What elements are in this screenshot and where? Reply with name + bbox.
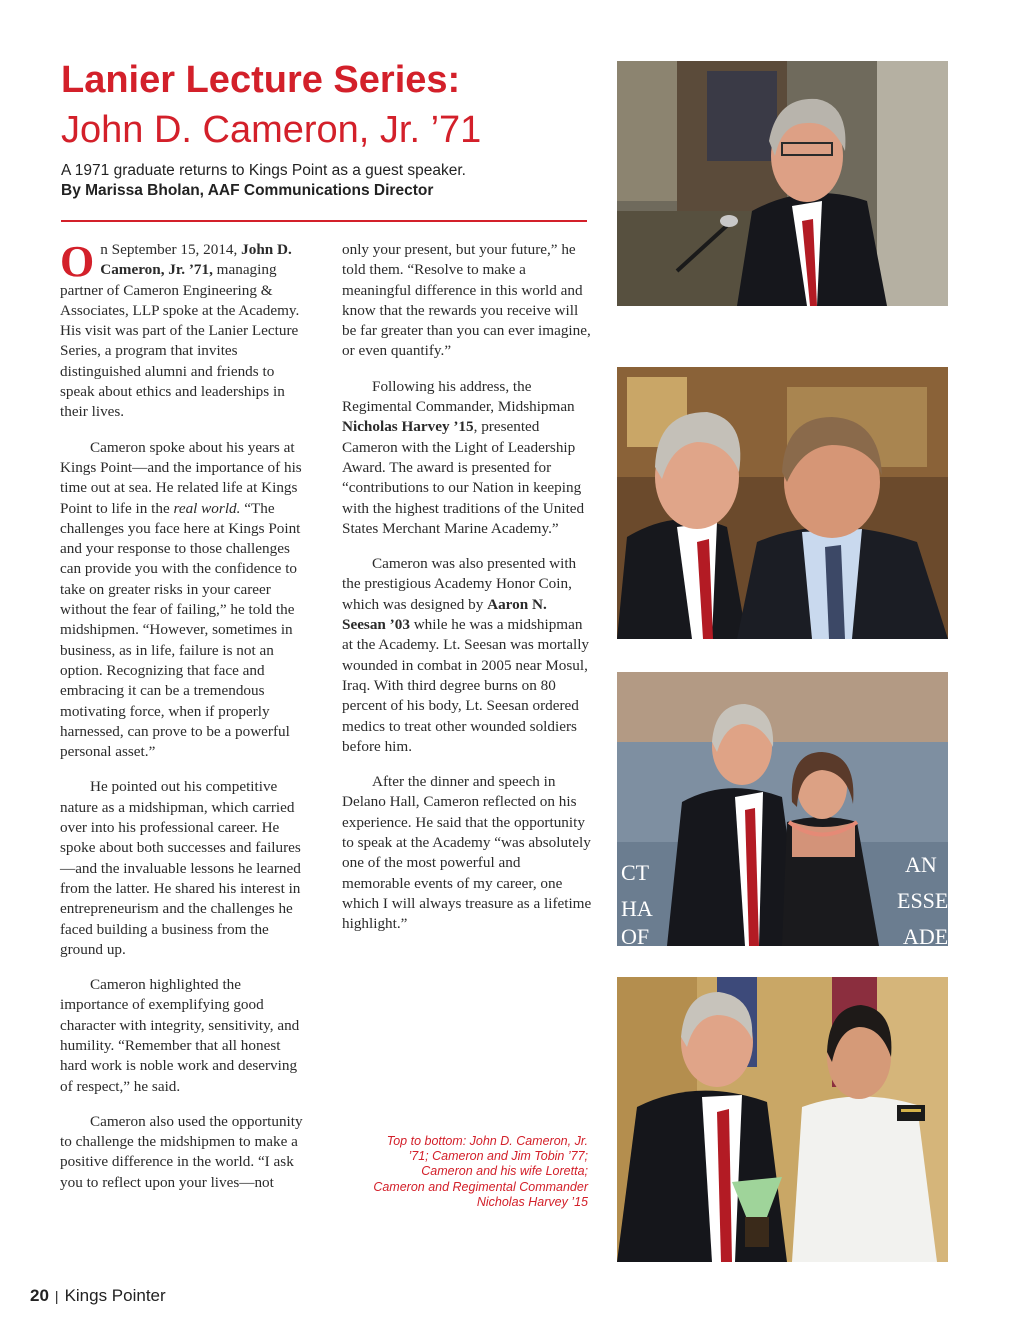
mural-text-left-2: HA [621, 896, 653, 921]
title-divider [61, 220, 587, 222]
paragraph-6: only your present, but your future,” he told them. “Resolve to make a meaningful difference in this world and know that the rewards you receive will be far greater than you can ever imagine, or even quantify.” [342, 241, 591, 360]
paragraph-9: After the dinner and speech in Delano Hall, Cameron reflected on his experience. He said that the opportunity to speak at the Academy “was absolutely one of the most powerful and memorable events of my career, one which I will always treasure as a lifetime highlight.” [342, 773, 592, 933]
drop-cap: O [60, 237, 95, 286]
paragraph-7-name: Nicholas Harvey ’15 [342, 418, 474, 436]
paragraph-1-lead: n September 15, 2014, [100, 241, 242, 258]
photo-speaker-at-podium [617, 61, 948, 306]
paragraph-2-a: Cameron spoke about his years at Kings Point—and the importance of his time out at sea. He related life at Kings Point to life in the [60, 438, 302, 517]
paragraph-8-b: while he was a midshipman at the Academy. Lt. Seesan was mortally wounded in combat in 2005 near Mosul, Iraq. With third degree burns on 80 percent of his body, Lt. Seesan ordered medics to treat other wounded soldiers before him. [342, 616, 590, 755]
article-title-line-2: John D. Cameron, Jr. ’71 [61, 109, 482, 151]
paragraph-7-b: , presented Cameron with the Light of Leadership Award. The award is presented for “contributions to our Nation in keeping with the highest traditions of the United States Merchant Marine Academy.” [342, 418, 585, 537]
article-column-2 [342, 240, 592, 950]
paragraph-7 [342, 377, 592, 539]
article-column-1 [60, 237, 310, 1208]
paragraph-4: Cameron highlighted the importance of exemplifying good character with integrity, sensitivity, and humility. “Remember that all honest hard work is noble work and deserving of respect,” he said. [60, 976, 300, 1095]
paragraph-1-rest: managing partner of Cameron Engineering & Associates, LLP spoke at the Academy. His visit was part of the Lanier Lecture Series, a program that invites distinguished alumni and friends to speak about ethics and leaderships in their lives. [60, 261, 300, 421]
paragraph-2-emphasis: real world. [173, 499, 241, 517]
mural-text-left-1: CT [621, 860, 650, 885]
article-title-line-1: Lanier Lecture Series: [61, 59, 461, 101]
paragraph-1 [60, 237, 310, 423]
paragraph-2-b: “The challenges you face here at Kings Point and your response to those challenges can provide you with the confidence to take on greater risks in your career without the fear of failing,” he told the midshipmen. “However, sometimes in business, as in life, failure is not an option. Recognizing that face and embracing it can be a tremendous motivating force, when if properly harnessed, can prove to be a powerful personal asset.” [60, 499, 301, 761]
mural-text-right-1: AN [905, 852, 937, 877]
paragraph-8-a: Cameron was also presented with the prestigious Academy Honor Coin, which was designed by [342, 555, 577, 613]
page-number: 20 [30, 1286, 49, 1305]
mural-text-right-3: ADE [903, 924, 948, 946]
honoree-name: John D. Cameron, Jr. ’71, [100, 241, 292, 279]
photo-caption: Top to bottom: John D. Cameron, Jr. ’71; Cameron and Jim Tobin ’77; Cameron and his wife Loretta; Cameron and Regimental Commander Nicholas Harvey ’15 [373, 1134, 588, 1209]
paragraph-7-a: Following his address, the Regimental Commander, Midshipman [342, 377, 575, 416]
paragraph-3: He pointed out his competitive nature as a midshipman, which carried over into his professional career. He spoke about both successes and failures—and the invaluable lessons he learned from the latter. He shared his interest in entrepreneurism and the challenges he faced building a business from the ground up. [60, 778, 301, 958]
paragraph-2 [60, 438, 310, 763]
paragraph-8-name: Aaron N. Seesan ’03 [342, 595, 547, 634]
article-byline: By Marissa Bholan, AAF Communications Director [61, 182, 434, 199]
page-footer [30, 1286, 166, 1306]
article-subtitle: A 1971 graduate returns to Kings Point as a guest speaker. [61, 162, 466, 179]
photo-cameron-and-wife [617, 672, 948, 946]
mural-text-left-3: OF [621, 924, 650, 946]
footer-separator: | [54, 1288, 59, 1304]
photo-cameron-and-harvey [617, 977, 948, 1262]
paragraph-5: Cameron also used the opportunity to challenge the midshipmen to make a positive difference in the world. “I ask you to reflect upon your lives—not [60, 1112, 303, 1191]
mural-text-right-2: ESSE [897, 888, 948, 913]
publication-name: Kings Pointer [64, 1286, 166, 1305]
photo-cameron-and-tobin [617, 367, 948, 639]
paragraph-8 [342, 554, 592, 757]
